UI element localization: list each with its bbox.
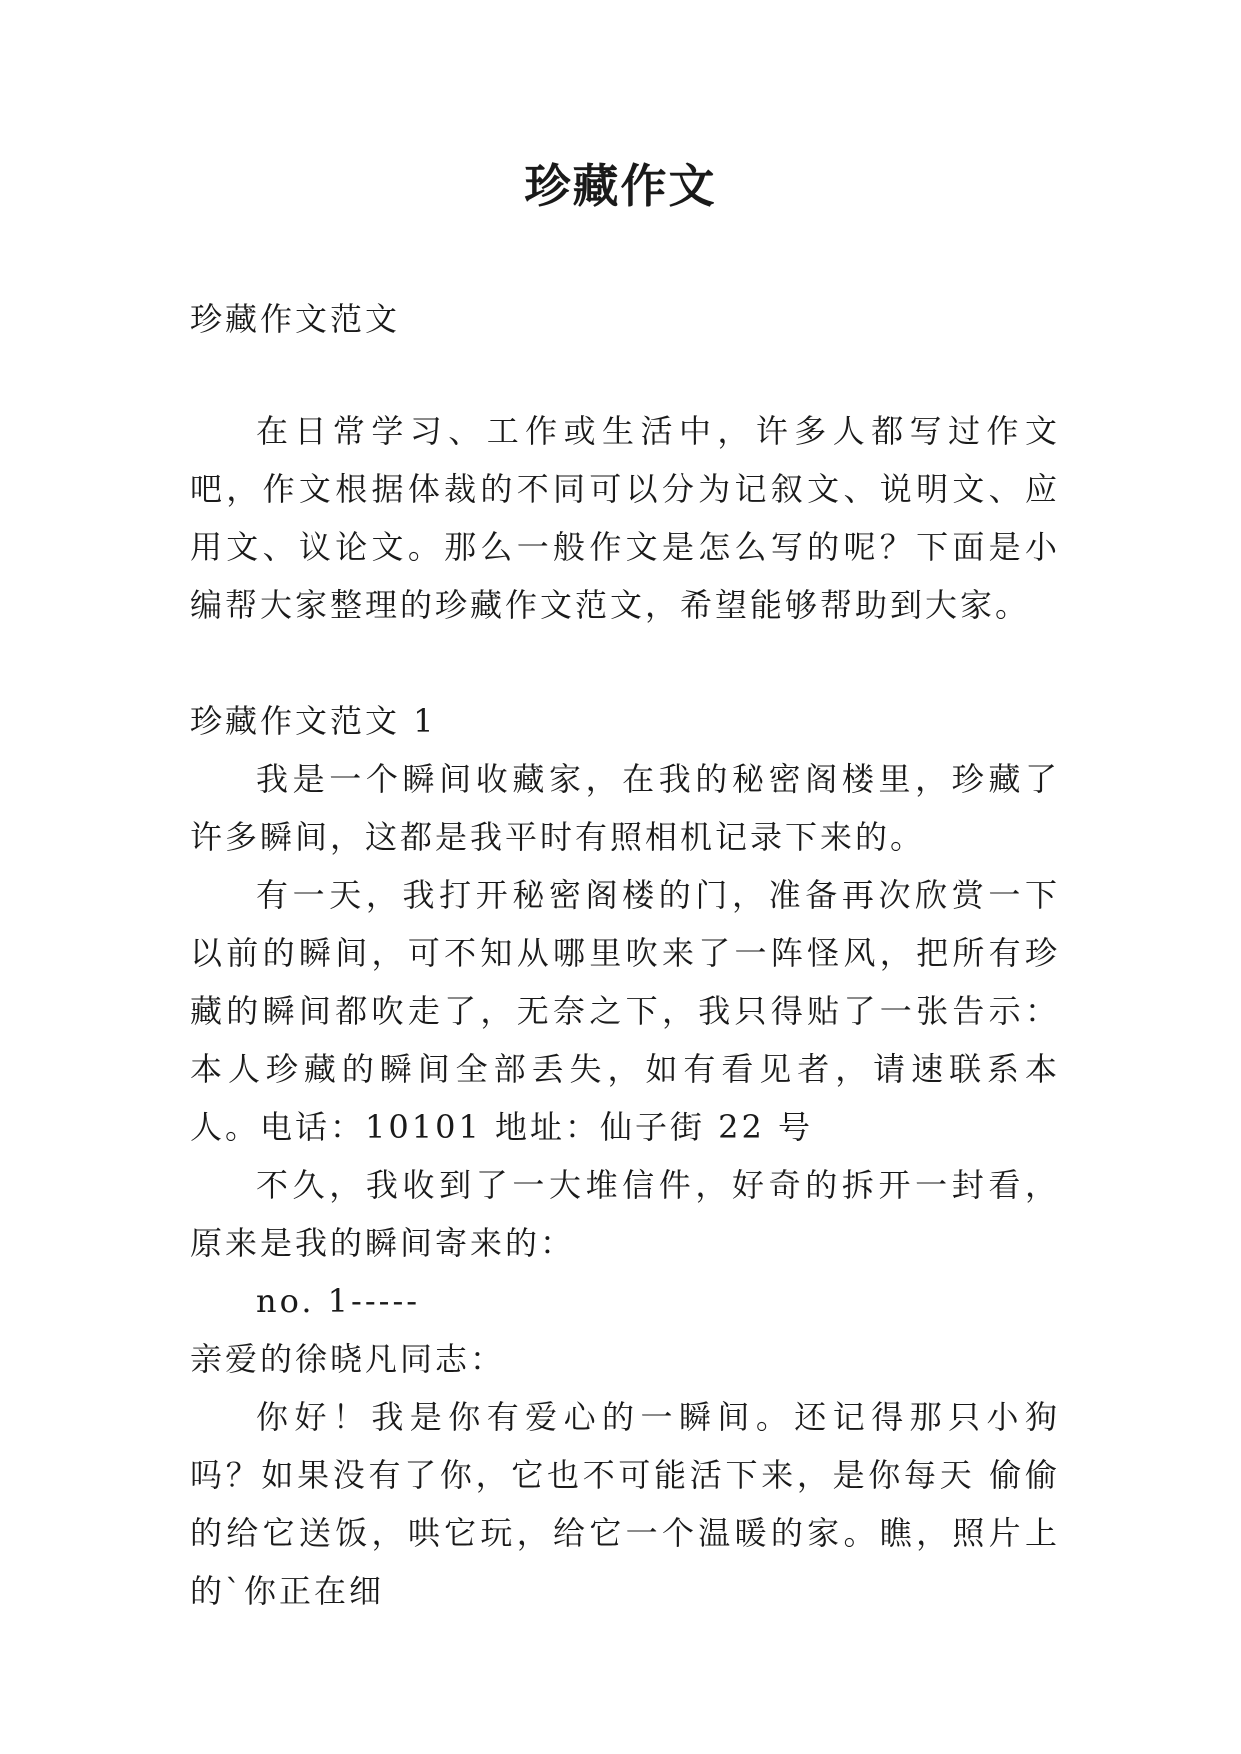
spacer <box>190 634 1060 692</box>
letter-number: no. 1----- <box>256 1282 421 1320</box>
letter-paragraph: 你好！我是你有爱心的一瞬间。还记得那只小狗吗？如果没有了你，它也不可能活下来，是你每天 偷偷的给它送饭，哄它玩，给它一个温暖的家。瞧，照片上的`你正在细 <box>190 1398 1060 1610</box>
essay-heading: 珍藏作文范文 1 <box>190 702 437 740</box>
intro-paragraph: 在日常学习、工作或生活中，许多人都写过作文吧，作文根据体裁的不同可以分为记叙文、说明文、应用文、议论文。那么一般作文是怎么写的呢？下面是小编帮大家整理的珍藏作文范文，希望能够帮助到大家。 <box>190 412 1060 624</box>
essay-paragraph: 我是一个瞬间收藏家，在我的秘密阁楼里，珍藏了许多瞬间，这都是我平时有照相机记录下来的。 <box>190 760 1060 856</box>
document-title: 珍藏作文 <box>524 159 717 213</box>
letter-salutation: 亲爱的徐晓凡同志： <box>190 1340 506 1378</box>
document-body <box>190 290 1060 1620</box>
essay-paragraph: 不久，我收到了一大堆信件，好奇的拆开一封看，原来是我的瞬间寄来的： <box>190 1166 1060 1262</box>
spacer <box>190 348 1060 402</box>
essay-paragraph: 有一天，我打开秘密阁楼的门，准备再次欣赏一下以前的瞬间，可不知从哪里吹来了一阵怪风，把所有珍藏的瞬间都吹走了，无奈之下，我只得贴了一张告示：本人珍藏的瞬间全部丢失，如有看见者，请速联系本人。电话：10101 地址：仙子街 22 号 <box>190 876 1060 1146</box>
document-subtitle: 珍藏作文范文 <box>190 300 401 338</box>
